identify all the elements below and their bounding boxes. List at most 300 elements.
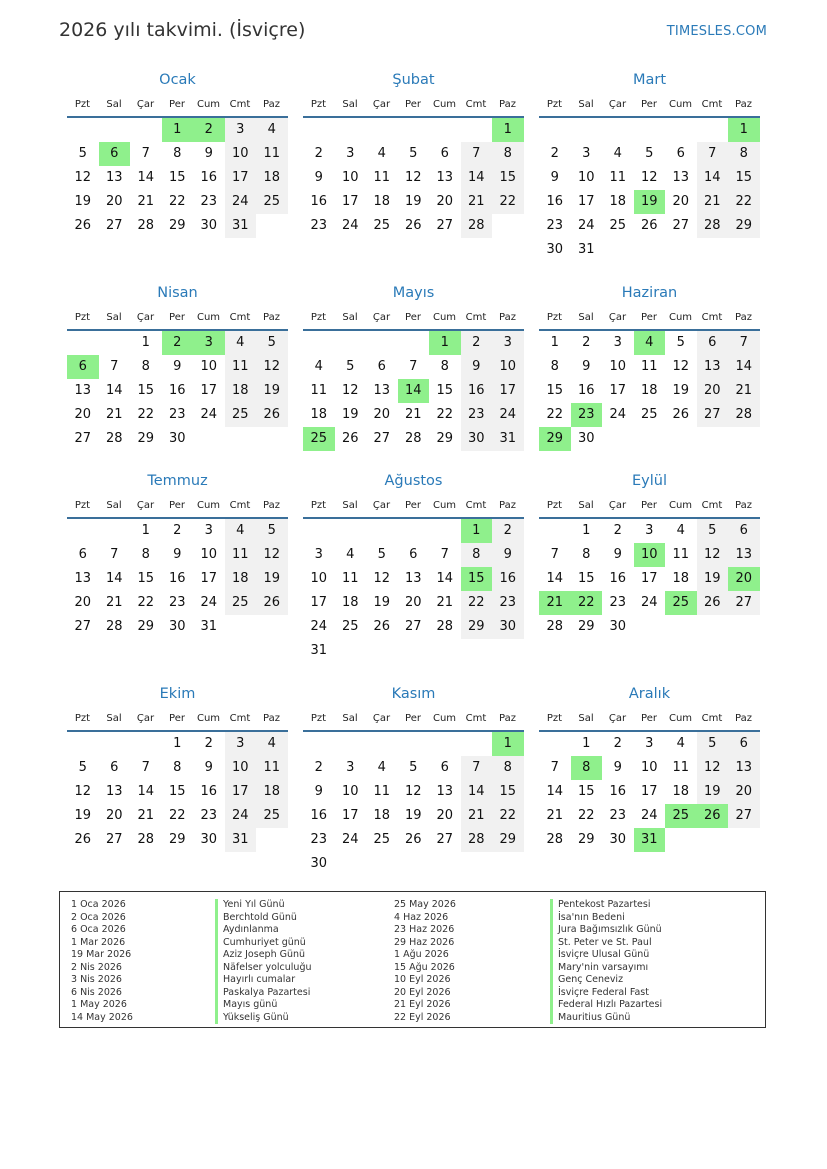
- weekday-label: Çar: [372, 713, 391, 724]
- day-cell: 4: [676, 523, 685, 538]
- weekday-label: Pzt: [546, 713, 563, 724]
- holiday-name: Federal Hızlı Pazartesi: [550, 999, 662, 1012]
- month-name: Aralık: [628, 686, 671, 702]
- day-cell: 7: [461, 756, 493, 780]
- day-cell: 18: [373, 808, 391, 823]
- weekday-label: Çar: [136, 99, 155, 110]
- day-cell: 31: [225, 214, 257, 238]
- day-cell: 17: [225, 166, 257, 190]
- day-cell: 15: [492, 780, 524, 804]
- weekday-label: Sal: [578, 500, 594, 511]
- day-cell: 5: [78, 146, 87, 161]
- day-cell: 24: [341, 218, 359, 233]
- day-cell: 6: [728, 732, 760, 756]
- day-cell: 4: [377, 146, 386, 161]
- day-cell: 30: [168, 431, 186, 446]
- day-cell: 22: [728, 190, 760, 214]
- day-cell: 15: [137, 571, 155, 586]
- day-cell: 5: [256, 519, 288, 543]
- day-cell: 10: [341, 170, 359, 185]
- day-cell: 24: [310, 619, 328, 634]
- holiday-dates-right: [394, 899, 456, 1024]
- day-cell: 15: [137, 383, 155, 398]
- day-cell: 19: [373, 595, 391, 610]
- day-cell: 16: [200, 784, 218, 799]
- weekday-label: Çar: [608, 500, 627, 511]
- day-cell: 6: [99, 142, 131, 166]
- weekday-label: Cmt: [701, 500, 723, 511]
- day-cell: 19: [404, 808, 422, 823]
- day-cell: 22: [571, 591, 603, 615]
- weekday-label: Cmt: [465, 99, 487, 110]
- day-cell: 18: [256, 166, 288, 190]
- weekday-label: Çar: [372, 99, 391, 110]
- day-cell: 16: [310, 808, 328, 823]
- weekday-label: Pzt: [74, 312, 91, 323]
- day-cell: 19: [672, 383, 690, 398]
- day-cell: 6: [697, 331, 729, 355]
- weekday-label: Per: [405, 312, 421, 323]
- day-cell: 2: [173, 523, 182, 538]
- holiday-names-right: [550, 899, 662, 1024]
- day-cell: 14: [461, 166, 493, 190]
- day-cell: 12: [256, 543, 288, 567]
- day-cell: 28: [461, 214, 493, 238]
- weekday-label: Paz: [735, 713, 752, 724]
- day-cell: 11: [672, 547, 690, 562]
- day-cell: 17: [492, 379, 524, 403]
- day-cell: 23: [310, 218, 328, 233]
- day-cell: 25: [665, 591, 697, 615]
- day-cell: 25: [373, 832, 391, 847]
- day-cell: 14: [137, 784, 155, 799]
- day-cell: 4: [613, 146, 622, 161]
- day-cell: 7: [141, 146, 150, 161]
- day-cell: 8: [173, 760, 182, 775]
- day-cell: 6: [110, 760, 119, 775]
- day-cell: 13: [74, 571, 92, 586]
- day-cell: 14: [461, 780, 493, 804]
- weekday-label: Per: [405, 99, 421, 110]
- day-cell: 28: [697, 214, 729, 238]
- day-cell: 29: [168, 832, 186, 847]
- day-cell: 28: [137, 218, 155, 233]
- day-cell: 24: [577, 218, 595, 233]
- day-cell: 28: [546, 832, 564, 847]
- day-cell: 16: [461, 379, 493, 403]
- day-cell: 23: [200, 194, 218, 209]
- day-cell: 1: [728, 118, 760, 142]
- day-cell: 19: [697, 780, 729, 804]
- day-cell: 6: [676, 146, 685, 161]
- weekday-label: Sal: [342, 713, 358, 724]
- weekday-label: Sal: [578, 99, 594, 110]
- day-cell: 13: [373, 383, 391, 398]
- weekday-label: Çar: [372, 500, 391, 511]
- day-cell: 10: [492, 355, 524, 379]
- day-cell: 17: [225, 780, 257, 804]
- weekday-label: Cum: [668, 99, 693, 110]
- day-cell: 16: [310, 194, 328, 209]
- day-cell: 2: [613, 736, 622, 751]
- day-cell: 7: [141, 760, 150, 775]
- day-cell: 12: [341, 383, 359, 398]
- day-cell: 20: [697, 379, 729, 403]
- day-cell: 24: [225, 804, 257, 828]
- day-cell: 25: [373, 218, 391, 233]
- day-cell: 20: [436, 808, 454, 823]
- day-cell: 23: [200, 808, 218, 823]
- day-cell: 26: [341, 431, 359, 446]
- day-cell: 7: [728, 331, 760, 355]
- weekday-label: Paz: [499, 99, 516, 110]
- day-cell: 3: [193, 331, 225, 355]
- day-cell: 24: [640, 808, 658, 823]
- day-cell: 6: [409, 547, 418, 562]
- day-cell: 3: [225, 118, 257, 142]
- day-cell: 30: [200, 218, 218, 233]
- day-cell: 20: [728, 567, 760, 591]
- day-cell: 24: [492, 403, 524, 427]
- day-cell: 27: [105, 832, 123, 847]
- weekday-label: Per: [641, 99, 657, 110]
- day-cell: 25: [225, 403, 257, 427]
- day-cell: 26: [256, 403, 288, 427]
- holiday-name: Aziz Joseph Günü: [215, 949, 312, 962]
- holiday-date: 1 Mar 2026: [71, 936, 126, 948]
- weekday-label: Cum: [432, 500, 457, 511]
- day-cell: 20: [105, 808, 123, 823]
- holiday-date: 20 Eyl 2026: [394, 986, 451, 998]
- day-cell: 22: [577, 808, 595, 823]
- weekday-label: Çar: [608, 713, 627, 724]
- day-cell: 31: [200, 619, 218, 634]
- weekday-label: Pzt: [310, 500, 327, 511]
- month-name: Temmuz: [147, 473, 208, 489]
- day-cell: 29: [137, 431, 155, 446]
- day-cell: 6: [78, 547, 87, 562]
- day-cell: 14: [105, 571, 123, 586]
- weekday-label: Per: [405, 713, 421, 724]
- day-cell: 4: [314, 359, 323, 374]
- weekday-label: Pzt: [546, 99, 563, 110]
- holiday-date: 1 Oca 2026: [71, 899, 126, 910]
- weekday-label: Cmt: [701, 312, 723, 323]
- weekday-label: Sal: [578, 713, 594, 724]
- weekday-label: Per: [169, 713, 185, 724]
- day-cell: 13: [697, 355, 729, 379]
- day-cell: 4: [634, 331, 666, 355]
- day-cell: 1: [582, 736, 591, 751]
- holiday-date: 19 Mar 2026: [71, 949, 132, 960]
- day-cell: 27: [74, 619, 92, 634]
- day-cell: 5: [409, 146, 418, 161]
- weekday-label: Pzt: [546, 500, 563, 511]
- day-cell: 31: [492, 427, 524, 451]
- day-cell: 12: [404, 784, 422, 799]
- day-cell: 21: [404, 407, 422, 422]
- day-cell: 27: [436, 218, 454, 233]
- day-cell: 6: [728, 519, 760, 543]
- day-cell: 27: [672, 218, 690, 233]
- day-cell: 29: [137, 619, 155, 634]
- day-cell: 17: [341, 808, 359, 823]
- day-cell: 12: [256, 355, 288, 379]
- day-cell: 1: [173, 736, 182, 751]
- day-cell: 10: [200, 359, 218, 374]
- day-cell: 22: [168, 194, 186, 209]
- day-cell: 1: [162, 118, 194, 142]
- day-cell: 10: [609, 359, 627, 374]
- day-cell: 2: [193, 118, 225, 142]
- day-cell: 23: [609, 808, 627, 823]
- holiday-name: Pentekost Pazartesi: [550, 899, 662, 912]
- weekday-label: Per: [169, 500, 185, 511]
- day-cell: 24: [341, 832, 359, 847]
- holiday-dates-left: [71, 899, 133, 1024]
- day-cell: 27: [373, 431, 391, 446]
- day-cell: 9: [314, 170, 323, 185]
- day-cell: 27: [404, 619, 422, 634]
- weekday-label: Cmt: [465, 312, 487, 323]
- day-cell: 11: [373, 170, 391, 185]
- weekday-label: Cmt: [229, 500, 251, 511]
- day-cell: 19: [256, 379, 288, 403]
- holiday-name: İsviçre Federal Fast: [550, 987, 662, 1000]
- day-cell: 30: [492, 615, 524, 639]
- day-cell: 1: [492, 118, 524, 142]
- holiday-list: [59, 891, 766, 1028]
- day-cell: 10: [225, 756, 257, 780]
- day-cell: 10: [310, 571, 328, 586]
- day-cell: 13: [728, 756, 760, 780]
- day-cell: 12: [697, 543, 729, 567]
- weekday-label: Pzt: [74, 99, 91, 110]
- day-cell: 28: [461, 828, 493, 852]
- day-cell: 27: [697, 403, 729, 427]
- day-cell: 17: [200, 383, 218, 398]
- weekday-label: Sal: [106, 99, 122, 110]
- day-cell: 8: [571, 756, 603, 780]
- day-cell: 15: [461, 567, 493, 591]
- day-cell: 23: [546, 218, 564, 233]
- day-cell: 19: [697, 567, 729, 591]
- weekday-label: Cmt: [229, 99, 251, 110]
- weekday-label: Sal: [106, 500, 122, 511]
- day-cell: 14: [398, 379, 430, 403]
- day-cell: 1: [461, 519, 493, 543]
- day-cell: 29: [577, 832, 595, 847]
- day-cell: 3: [613, 335, 622, 350]
- day-cell: 13: [728, 543, 760, 567]
- day-cell: 29: [461, 615, 493, 639]
- weekday-label: Paz: [499, 312, 516, 323]
- holiday-date: 29 Haz 2026: [394, 936, 455, 948]
- day-cell: 1: [141, 335, 150, 350]
- day-cell: 12: [697, 756, 729, 780]
- day-cell: 17: [609, 383, 627, 398]
- day-cell: 18: [225, 379, 257, 403]
- holiday-date: 1 May 2026: [71, 999, 127, 1010]
- weekday-label: Sal: [578, 312, 594, 323]
- holiday-name: Jura Bağımsızlık Günü: [550, 924, 662, 937]
- holiday-names-left: [215, 899, 312, 1024]
- day-cell: 28: [105, 619, 123, 634]
- weekday-label: Paz: [263, 713, 280, 724]
- day-cell: 26: [404, 832, 422, 847]
- holiday-date: 15 Ağu 2026: [394, 961, 455, 973]
- day-cell: 5: [676, 335, 685, 350]
- day-cell: 15: [436, 383, 454, 398]
- day-cell: 7: [440, 547, 449, 562]
- day-cell: 25: [256, 804, 288, 828]
- weekday-label: Sal: [342, 99, 358, 110]
- day-cell: 21: [539, 591, 571, 615]
- weekday-label: Çar: [608, 312, 627, 323]
- day-cell: 2: [204, 736, 213, 751]
- month-name: Şubat: [392, 72, 435, 88]
- weekday-label: Sal: [106, 312, 122, 323]
- day-cell: 11: [225, 355, 257, 379]
- holiday-name: Berchtold Günü: [215, 912, 312, 925]
- day-cell: 4: [346, 547, 355, 562]
- day-cell: 14: [546, 784, 564, 799]
- holiday-date: 22 Eyl 2026: [394, 1011, 451, 1023]
- day-cell: 18: [310, 407, 328, 422]
- day-cell: 15: [577, 784, 595, 799]
- day-cell: 5: [697, 732, 729, 756]
- day-cell: 24: [609, 407, 627, 422]
- day-cell: 20: [74, 595, 92, 610]
- holiday-date: 10 Eyl 2026: [394, 974, 451, 985]
- day-cell: 28: [728, 403, 760, 427]
- day-cell: 11: [373, 784, 391, 799]
- day-cell: 5: [409, 760, 418, 775]
- day-cell: 5: [697, 519, 729, 543]
- day-cell: 11: [256, 756, 288, 780]
- day-cell: 31: [577, 242, 595, 257]
- day-cell: 20: [436, 194, 454, 209]
- weekday-label: Cum: [668, 500, 693, 511]
- holiday-date: 25 May 2026: [394, 899, 456, 910]
- day-cell: 23: [168, 595, 186, 610]
- day-cell: 7: [550, 760, 559, 775]
- day-cell: 13: [105, 784, 123, 799]
- holiday-date: 3 Nis 2026: [71, 974, 122, 985]
- day-cell: 31: [634, 828, 666, 852]
- day-cell: 19: [634, 190, 666, 214]
- day-cell: 8: [550, 359, 559, 374]
- day-cell: 17: [577, 194, 595, 209]
- weekday-label: Cum: [432, 99, 457, 110]
- day-cell: 9: [613, 547, 622, 562]
- day-cell: 2: [162, 331, 194, 355]
- day-cell: 29: [168, 218, 186, 233]
- day-cell: 3: [314, 547, 323, 562]
- weekday-label: Cum: [196, 500, 221, 511]
- day-cell: 1: [429, 331, 461, 355]
- day-cell: 27: [728, 591, 760, 615]
- day-cell: 21: [461, 804, 493, 828]
- day-cell: 4: [256, 732, 288, 756]
- day-cell: 29: [436, 431, 454, 446]
- day-cell: 19: [74, 808, 92, 823]
- weekday-label: Cum: [432, 312, 457, 323]
- day-cell: 12: [404, 170, 422, 185]
- day-cell: 4: [256, 118, 288, 142]
- holiday-date: 4 Haz 2026: [394, 911, 449, 923]
- day-cell: 25: [609, 218, 627, 233]
- weekday-label: Cum: [668, 312, 693, 323]
- day-cell: 7: [409, 359, 418, 374]
- day-cell: 17: [310, 595, 328, 610]
- weekday-label: Cum: [196, 312, 221, 323]
- month-divider: [539, 116, 760, 118]
- day-cell: 25: [640, 407, 658, 422]
- day-cell: 4: [676, 736, 685, 751]
- day-cell: 6: [377, 359, 386, 374]
- day-cell: 30: [310, 856, 328, 871]
- day-cell: 26: [74, 832, 92, 847]
- day-cell: 31: [225, 828, 257, 852]
- weekday-label: Cmt: [465, 500, 487, 511]
- day-cell: 17: [640, 571, 658, 586]
- weekday-label: Sal: [342, 500, 358, 511]
- day-cell: 14: [436, 571, 454, 586]
- day-cell: 26: [697, 591, 729, 615]
- site-logo-link[interactable]: TIMESLES.COM: [666, 24, 767, 39]
- day-cell: 1: [550, 335, 559, 350]
- day-cell: 17: [200, 571, 218, 586]
- day-cell: 18: [373, 194, 391, 209]
- day-cell: 2: [314, 760, 323, 775]
- day-cell: 1: [141, 523, 150, 538]
- day-cell: 2: [582, 335, 591, 350]
- day-cell: 9: [173, 547, 182, 562]
- day-cell: 2: [492, 519, 524, 543]
- weekday-label: Sal: [342, 312, 358, 323]
- day-cell: 23: [310, 832, 328, 847]
- day-cell: 8: [440, 359, 449, 374]
- day-cell: 9: [204, 760, 213, 775]
- day-cell: 25: [256, 190, 288, 214]
- day-cell: 9: [582, 359, 591, 374]
- day-cell: 21: [105, 407, 123, 422]
- month-name: Ekim: [159, 686, 196, 702]
- day-cell: 26: [697, 804, 729, 828]
- day-cell: 20: [672, 194, 690, 209]
- day-cell: 19: [341, 407, 359, 422]
- weekday-label: Sal: [106, 713, 122, 724]
- holiday-date: 23 Haz 2026: [394, 924, 455, 935]
- day-cell: 3: [225, 732, 257, 756]
- holiday-date: 2 Oca 2026: [71, 911, 126, 923]
- day-cell: 21: [461, 190, 493, 214]
- day-cell: 30: [609, 832, 627, 847]
- day-cell: 9: [461, 355, 493, 379]
- day-cell: 27: [74, 431, 92, 446]
- day-cell: 3: [645, 523, 654, 538]
- day-cell: 9: [314, 784, 323, 799]
- day-cell: 6: [440, 760, 449, 775]
- day-cell: 18: [256, 780, 288, 804]
- day-cell: 13: [404, 571, 422, 586]
- holiday-name: Mauritius Günü: [550, 1012, 662, 1025]
- holiday-name: İsviçre Ulusal Günü: [550, 949, 662, 962]
- day-cell: 10: [200, 547, 218, 562]
- day-cell: 6: [67, 355, 99, 379]
- day-cell: 31: [310, 643, 328, 658]
